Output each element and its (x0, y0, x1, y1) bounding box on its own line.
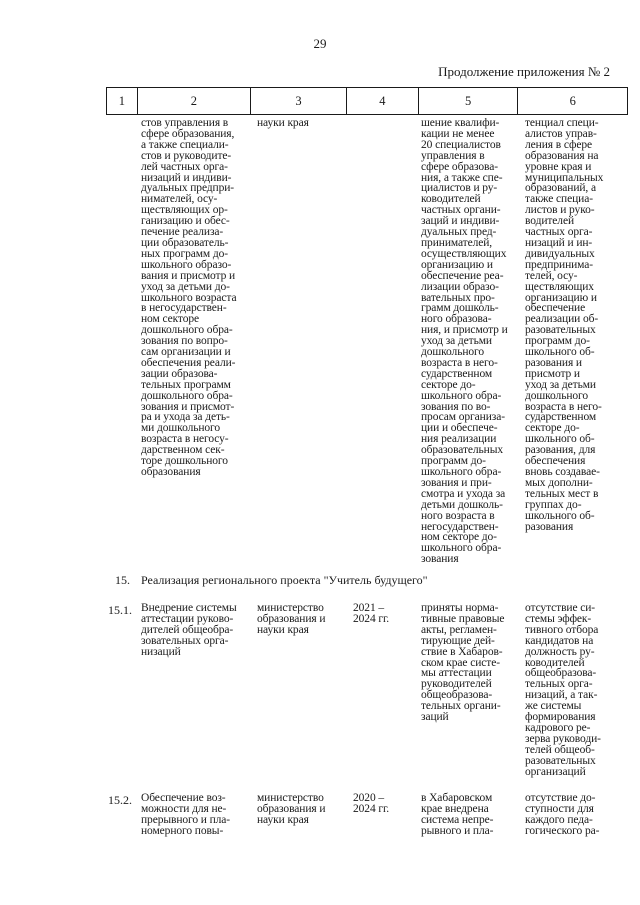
row-15-1-risk: отсутствие си- стемы эффек- тивного отбора кандидатов на должность ру- ководителей общеобразова- тельных орга- низаций, а так- же системы формирования кадрового ре- зерва руководи- телей общеоб- разовательных организаций (525, 602, 601, 778)
header-col-2: 2 (137, 88, 250, 115)
continuation-col6: тенциал специ- алистов управ- ления в сфере образования на уровне края и муниципальных образований, а также специа- листов и руко- водителей частных орга- низаций и ин- дивидуальных предпринима- телей, осу- ществляющих организацию и обеспечение реализации об- разовательных программ до- школьного об- разования и присмотр и уход за детьми дошкольного возраста в него- сударственном секторе до- школьного об- разования, для обеспечения вновь создавае- мых дополни- тельных мест в группах до- школьного об- разования (525, 117, 604, 533)
row-15-1-result: приняты норма- тивные правовые акты, регламен- тирующие дей- ствие в Хабаров- ском крае систе- мы аттестации руководителей общеобразова- тельных органи- заций (421, 602, 505, 724)
row-15-2-period: 2020 – 2024 гг. (353, 792, 390, 815)
row-15-2-result: в Хабаровском крае внедрена система непре- рывного и пла- (421, 792, 494, 837)
row-number-15-1: 15.1. (108, 603, 132, 617)
section-number: 15. (115, 573, 130, 587)
header-col-1: 1 (107, 88, 138, 115)
header-col-6: 6 (518, 88, 628, 115)
row-15-2-executor: министерство образования и науки края (257, 792, 326, 826)
section-title: Реализация регионального проекта "Учитель будущего" (141, 573, 428, 587)
header-col-4: 4 (346, 88, 418, 115)
continuation-col5: шение квалифи- кации не менее 20 специалистов управления в сфере образова- ния, а также спе- циалистов и ру- ководителей частных органи- заций и индиви- дуальных пред- принимателей, осуществляющих организацию и обеспечение реа- лизации образо- вательных про- грамм дошколь- ного образова- ния, и присмотр и уход за детьми дошкольного возраста в него- сударственном секторе до- школьного обра- зования по во- просам организа- ции и обеспече- ния реализации образовательных программ до- школьного обра- зования и при- смотра и ухода за детьми дошколь- ного возраста в негосударствен- ном секторе до- школьного обра- зования (421, 117, 508, 566)
row-15-1-executor: министерство образования и науки края (257, 602, 326, 636)
row-15-1-period: 2021 – 2024 гг. (353, 602, 390, 625)
header-row (107, 88, 628, 115)
header-col-5: 5 (418, 88, 518, 115)
appendix-note: Продолжение приложения № 2 (438, 64, 610, 79)
row-15-1-measure: Внедрение системы аттестации руково- дителей общеобра- зовательных орга- низаций (141, 602, 237, 658)
column-header-table (106, 87, 628, 115)
continuation-col2: стов управления в сфере образования, а также специали- стов и руководите- лей частных орга- низаций и индиви- дуальных предпри- нимателей, осу- ществляющих ор- ганизацию и обес- печение реализа- ции образователь- ных программ до- школьного образо- вания и присмотр и уход за детьми до- школьного возраста в негосударствен- ном секторе дошкольного обра- зования по вопро- сам организации и обеспечения реали- зации образова- тельных программ дошкольного обра- зования и присмот- ра и ухода за деть- ми дошкольного возраста в негосу- дарственном сек- торе дошкольного образования (141, 117, 237, 478)
continuation-col3: науки края (257, 117, 309, 129)
header-col-3: 3 (251, 88, 347, 115)
row-15-2-risk: отсутствие до- ступности для каждого педа- гогического ра- (525, 792, 600, 837)
row-number-15-2: 15.2. (108, 793, 132, 807)
row-15-2-measure: Обеспечение воз- можности для не- прерывного и пла- номерного повы- (141, 792, 231, 837)
page-number: 29 (313, 36, 327, 51)
